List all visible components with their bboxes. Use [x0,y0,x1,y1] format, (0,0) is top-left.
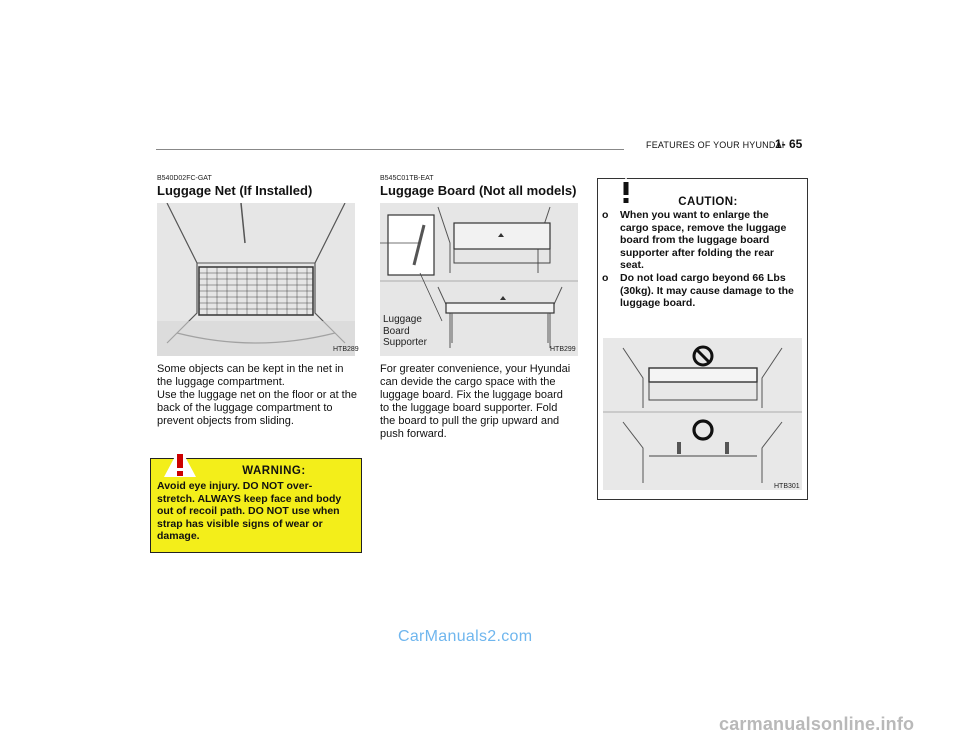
title-luggage-net: Luggage Net (If Installed) [157,183,313,198]
photo-luggage-board-removed [603,338,802,490]
body-luggage-board [380,363,580,441]
photo-luggage-net [157,203,355,356]
caution-line: luggage board. [620,297,696,310]
image-code-htb299: HTB299 [550,346,576,353]
body-line: can devide the cargo space with the [380,376,556,388]
title-luggage-board: Luggage Board (Not all models) [380,183,577,198]
body-line: back of the luggage compartment to [157,402,333,414]
body-line: to the luggage board supporter. Fold [380,402,558,414]
caution-line: (30kg). It may cause damage to the [620,284,794,297]
caution-line: board from the luggage board [620,234,770,247]
body-line: luggage board. Fix the luggage board [380,389,563,401]
caution-line: seat. [620,259,644,272]
body-line: push forward. [380,428,447,440]
image-label-luggage-board-supporter [383,314,427,349]
section-code-luggage-board: B545C01TB-EAT [380,175,434,182]
bullet: o [602,209,609,221]
warning-line: out of recoil path. DO NOT use when [157,505,340,517]
exclamation-icon [163,446,197,478]
exclamation-icon [611,176,641,206]
body-line: the board to pull the grip upward and [380,415,560,427]
warning-line: Avoid eye injury. DO NOT over- [157,480,313,492]
warning-box [150,458,362,553]
caution-line: When you want to enlarge the [620,209,769,221]
image-code-htb301: HTB301 [774,483,800,490]
caution-line: Do not load cargo beyond 66 Lbs [620,271,786,284]
image-code-htb289: HTB289 [333,346,359,353]
image-label-line: Luggage [383,314,422,325]
section-code-luggage-net: B540D02FC-GAT [157,175,212,182]
warning-title: WARNING: [242,465,306,477]
section-title: FEATURES OF YOUR HYUNDAI [646,140,785,150]
page-number: 1- 65 [775,137,803,151]
caution-item [602,209,806,272]
body-luggage-net [157,363,357,428]
caution-line: supporter after folding the rear [620,246,775,259]
image-label-line: Board [383,325,410,337]
header-rule [156,149,624,150]
caution-title: CAUTION: [678,196,738,208]
caution-item [602,272,806,310]
image-label-line: Supporter [383,337,427,348]
warning-body [157,480,357,543]
warning-line: damage. [157,530,200,542]
bullet: o [602,271,609,284]
watermark-carmanualsonline: carmanualsonline.info [719,714,915,734]
warning-line: strap has visible signs of wear or [157,517,323,530]
caution-list [602,209,806,310]
body-line: prevent objects from sliding. [157,415,294,427]
caution-box [597,178,808,500]
body-line: Use the luggage net on the floor or at the [157,389,357,401]
body-line: the luggage compartment. [157,376,285,388]
body-line: Some objects can be kept in the net in [157,363,344,375]
warning-line: stretch. ALWAYS keep face and body [157,492,342,505]
caution-line: cargo space, remove the luggage [620,221,787,234]
watermark-carmanuals2: CarManuals2.com [398,628,533,645]
body-line: For greater convenience, your Hyundai [380,363,571,375]
